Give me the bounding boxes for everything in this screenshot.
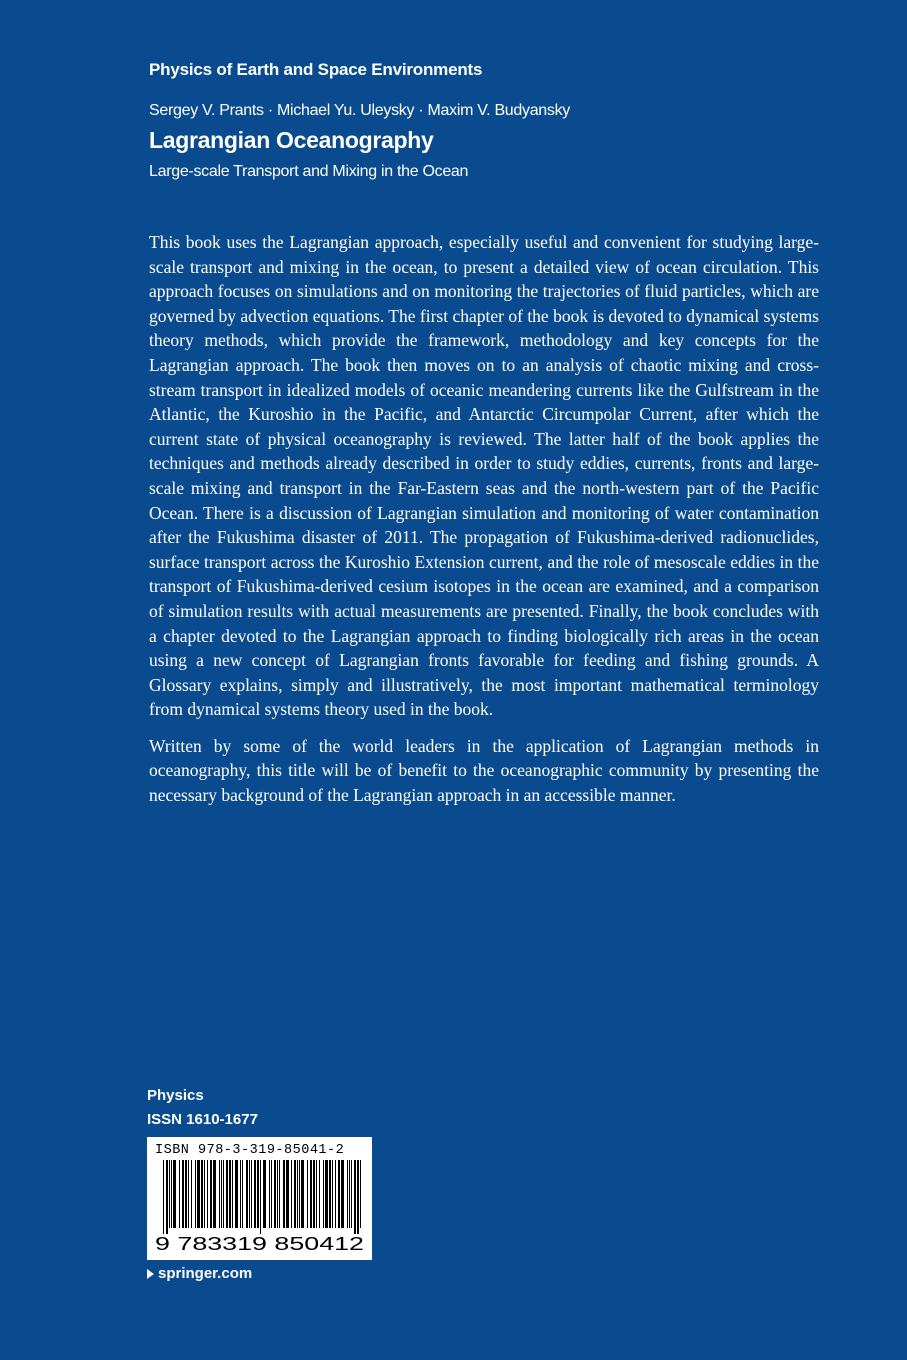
- website-label: springer.com: [158, 1265, 253, 1282]
- barcode-bar: [307, 1160, 308, 1228]
- barcode-bar: [210, 1160, 212, 1228]
- barcode-bar: [191, 1160, 192, 1228]
- arrow-icon: [147, 1269, 154, 1279]
- barcode-bar: [313, 1160, 315, 1228]
- barcode-bar: [263, 1160, 266, 1228]
- blurb-paragraph-2: Written by some of the world leaders in the application of Lagrangian methods in oceanography, this title will be of benefit to the oceanographic community by presenting the necessary background of the Lagrangian approach in an accessible manner.: [149, 735, 819, 806]
- barcode-bar: [232, 1160, 233, 1228]
- barcode-bar: [254, 1160, 256, 1228]
- barcode-bar: [185, 1160, 187, 1228]
- barcode-bar: [169, 1160, 170, 1228]
- book-subtitle: Large-scale Transport and Mixing in the Ocean: [149, 163, 469, 180]
- barcode-bar: [274, 1160, 276, 1228]
- barcode-bar: [299, 1160, 300, 1228]
- isbn-label: ISBN 978-3-319-85041-2: [155, 1143, 345, 1158]
- barcode-bar: [242, 1160, 243, 1228]
- blurb: [149, 230, 819, 820]
- barcode-bar: [229, 1160, 231, 1228]
- barcode-bar: [269, 1160, 270, 1228]
- barcode-bar: [163, 1160, 164, 1234]
- barcode-bar: [240, 1160, 241, 1228]
- authors: Sergey V. Prants · Michael Yu. Uleysky · Maxim V. Budyansky: [149, 102, 571, 119]
- barcode-bar: [354, 1160, 356, 1234]
- barcode-bar: [360, 1160, 361, 1228]
- barcode-bar: [335, 1160, 336, 1228]
- barcode-bar: [286, 1160, 289, 1228]
- barcode-bar: [188, 1160, 189, 1228]
- barcode-bar: [257, 1160, 259, 1228]
- barcode-bar: [195, 1160, 196, 1228]
- barcode-bar: [294, 1160, 296, 1228]
- barcode-bar: [310, 1160, 312, 1228]
- barcode-bar: [325, 1160, 328, 1228]
- barcode-bar: [226, 1160, 228, 1228]
- barcode-bar: [204, 1160, 205, 1228]
- barcode-bar: [316, 1160, 317, 1228]
- series-title: Physics of Earth and Space Environments: [149, 60, 483, 79]
- barcode-bar: [260, 1160, 261, 1234]
- barcode-bar: [182, 1160, 184, 1228]
- website-link[interactable]: [147, 1265, 252, 1282]
- barcode-bar: [341, 1160, 344, 1228]
- barcode-bar: [323, 1160, 324, 1228]
- barcode-bar: [357, 1160, 359, 1234]
- blurb-paragraph-1: This book uses the Lagrangian approach, especially useful and convenient for studying large-scale transport and mixing in the ocean, to present a detailed view of ocean circulation. This approach focuses on simulations and on monitoring the trajectories of fluid particles, which are governed by advection equations. The first chapter of the book is devoted to dynamical systems theory methods, which provide the framework, methodology and key concepts for the Lagrangian approach. The book then moves on to an analysis of chaotic mixing and cross-stream transport in idealized models of oceanic meandering currents like the Gulfstream in the Atlantic, the Kuroshio in the Pacific, and Antarctic Circumpolar Current, after which the current state of physical oceanography is reviewed. The latter half of the book applies the techniques and methods already described in order to study eddies, currents, fronts and large-scale mixing and transport in the Far-Eastern seas and the north-western part of the Pacific Ocean. There is a discussion of Lagrangian simulation and monitoring of water contamination after the Fukushima disaster of 2011. The propagation of Fukushima-derived radionuclides, surface transport across the Kuroshio Extension current, and the role of mesoscale eddies in the transport of Fukushima-derived cesium isotopes in the ocean are examined, and a comparison of simulation results with actual measurements are presented. Finally, the book concludes with a chapter devoted to the Lagrangian approach to finding biologically rich areas in the ocean using a new concept of Lagrangian fronts favorable for feeding and fishing grounds. A Glossary explains, simply and illustratively, the most important mathematical terminology from dynamical systems theory used in the book.: [149, 232, 819, 720]
- barcode-bar: [197, 1160, 200, 1228]
- barcode-bar: [338, 1160, 340, 1228]
- barcode-bar: [223, 1160, 224, 1228]
- barcode-bar: [173, 1160, 176, 1228]
- barcode-bar: [283, 1160, 285, 1228]
- barcode-bars: [163, 1160, 361, 1234]
- barcode-bar: [277, 1160, 278, 1228]
- barcode-bar: [329, 1160, 331, 1228]
- barcode-bar: [319, 1160, 320, 1228]
- barcode-bar: [297, 1160, 298, 1228]
- issn-label: ISSN 1610-1677: [147, 1111, 258, 1128]
- barcode-bar: [279, 1160, 280, 1228]
- barcode-bar: [201, 1160, 203, 1228]
- barcode-bar: [235, 1160, 238, 1228]
- book-title: Lagrangian Oceanography: [149, 127, 434, 153]
- barcode-graphic: [155, 1160, 364, 1254]
- subject-label: Physics: [147, 1087, 204, 1104]
- barcode-bar: [249, 1160, 250, 1228]
- barcode-bar: [332, 1160, 333, 1228]
- barcode-bar: [351, 1160, 352, 1228]
- barcode-bar: [207, 1160, 208, 1228]
- barcode-bar: [221, 1160, 222, 1228]
- barcode-bar: [347, 1160, 348, 1228]
- barcode-bar: [349, 1160, 350, 1228]
- barcode: [147, 1137, 372, 1260]
- barcode-bar: [179, 1160, 180, 1228]
- barcode-bar: [171, 1160, 172, 1228]
- ean-digits: 9 783319 850412: [155, 1234, 364, 1254]
- barcode-bar: [213, 1160, 216, 1228]
- barcode-bar: [166, 1160, 168, 1234]
- barcode-bar: [219, 1160, 220, 1228]
- barcode-bar: [246, 1160, 248, 1228]
- barcode-bar: [251, 1160, 252, 1228]
- barcode-bar: [291, 1160, 292, 1228]
- barcode-bar: [301, 1160, 304, 1228]
- barcode-bar: [271, 1160, 272, 1228]
